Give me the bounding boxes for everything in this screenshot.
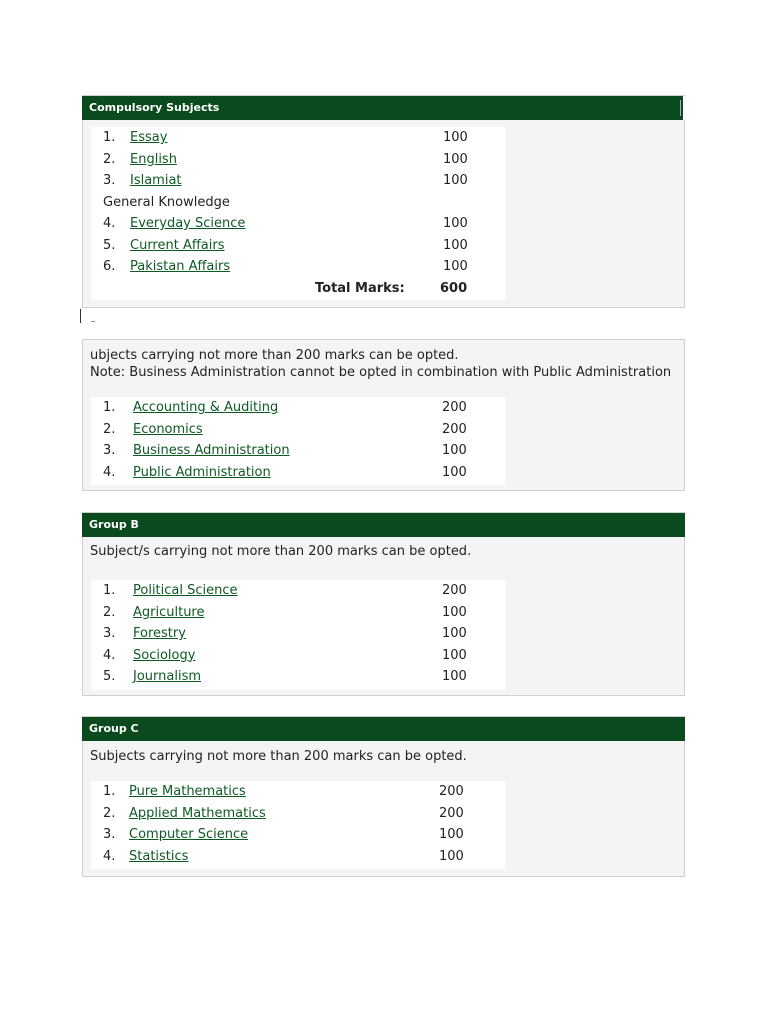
- item-number: 3.: [103, 443, 116, 458]
- item-number: 1.: [103, 583, 116, 598]
- subject-link-islamiat[interactable]: Islamiat: [130, 173, 182, 188]
- list-item: [91, 824, 505, 846]
- item-number: 1.: [103, 784, 116, 799]
- group-c-list: [91, 781, 505, 869]
- subject-marks: 200: [439, 784, 464, 799]
- item-number: 2.: [103, 604, 116, 620]
- list-item: [91, 149, 505, 171]
- subject-marks: 100: [442, 604, 467, 620]
- item-number: 3.: [103, 173, 116, 188]
- list-item: [91, 645, 505, 667]
- compulsory-subjects-header: Compulsory Subjects: [82, 96, 685, 120]
- list-item: [91, 846, 505, 868]
- total-marks-value: 600: [440, 280, 468, 296]
- subject-marks: 100: [442, 443, 467, 458]
- subject-link-economics[interactable]: Economics: [133, 421, 203, 437]
- group-a-list: [91, 397, 505, 485]
- total-row: [91, 278, 505, 300]
- list-item: [91, 580, 505, 602]
- subject-link-political-science[interactable]: Political Science: [133, 583, 238, 598]
- list-item: [91, 256, 505, 278]
- subject-marks: 100: [443, 216, 468, 231]
- subject-link-essay[interactable]: Essay: [130, 130, 168, 145]
- item-number: 5.: [103, 669, 116, 684]
- list-item: [91, 623, 505, 645]
- subject-link-current-affairs[interactable]: Current Affairs: [130, 237, 225, 253]
- item-number: 2.: [103, 805, 116, 821]
- group-a-panel: [82, 339, 685, 491]
- list-item: [91, 419, 505, 441]
- item-number: 2.: [103, 421, 116, 437]
- subject-marks: 200: [442, 400, 467, 415]
- group-b-list: [91, 580, 505, 690]
- list-item: [91, 781, 505, 803]
- item-number: 1.: [103, 400, 116, 415]
- subject-link-computer-science[interactable]: Computer Science: [129, 827, 249, 842]
- list-item: [91, 666, 505, 688]
- subject-marks: 200: [442, 421, 467, 437]
- item-number: 3.: [103, 626, 116, 641]
- subject-link-business-administration[interactable]: Business Administration: [133, 443, 290, 458]
- list-item: [91, 192, 505, 214]
- group-b-panel: [82, 512, 685, 696]
- item-number: 3.: [103, 827, 116, 842]
- subject-marks: 100: [442, 647, 467, 663]
- group-b-note: Subject/s carrying not more than 200 marks can be opted.: [90, 544, 472, 559]
- subject-marks: 100: [442, 669, 467, 684]
- item-number: 5.: [103, 237, 116, 253]
- list-item: [91, 397, 505, 419]
- subject-marks: 100: [439, 848, 464, 864]
- subject-marks: 100: [439, 827, 464, 842]
- list-item: [91, 235, 505, 257]
- subject-marks: 100: [443, 237, 468, 253]
- item-number: 6.: [103, 259, 116, 274]
- subject-link-public-administration[interactable]: Public Administration: [133, 464, 271, 480]
- text-cursor: [80, 309, 81, 323]
- list-item: [91, 213, 505, 235]
- list-item: [91, 602, 505, 624]
- subject-link-english[interactable]: English: [130, 151, 177, 167]
- list-item: [91, 170, 505, 192]
- subject-link-journalism[interactable]: Journalism: [133, 669, 202, 684]
- list-item: [91, 127, 505, 149]
- compulsory-subjects-panel: [82, 95, 685, 308]
- subject-link-accounting-auditing[interactable]: Accounting & Auditing: [133, 400, 279, 415]
- group-c-panel: [82, 716, 685, 877]
- subject-marks: 100: [443, 173, 468, 188]
- subject-marks: 100: [442, 626, 467, 641]
- group-b-header: Group B: [82, 513, 685, 537]
- item-number: 4.: [103, 464, 116, 480]
- list-item: [91, 803, 505, 825]
- group-a-restriction-note: Note: Business Administration cannot be opted in combination with Public Administration: [90, 365, 672, 380]
- group-c-note: Subjects carrying not more than 200 marks can be opted.: [90, 749, 467, 764]
- group-a-note: ubjects carrying not more than 200 marks can be opted.: [90, 348, 459, 363]
- total-marks-label: Total Marks:: [315, 280, 405, 296]
- list-item: [91, 440, 505, 462]
- item-number: 4.: [103, 216, 116, 231]
- subject-link-pakistan-affairs[interactable]: Pakistan Affairs: [130, 259, 231, 274]
- item-number: 1.: [103, 130, 116, 145]
- subject-link-forestry[interactable]: Forestry: [133, 626, 186, 641]
- item-number: 4.: [103, 848, 116, 864]
- subject-link-agriculture[interactable]: Agriculture: [133, 604, 205, 620]
- list-item: [91, 462, 505, 484]
- dash-mark: [91, 321, 95, 322]
- subject-marks: 100: [442, 464, 467, 480]
- subject-link-pure-mathematics[interactable]: Pure Mathematics: [129, 784, 246, 799]
- group-c-header: Group C: [82, 717, 685, 741]
- item-number: 4.: [103, 647, 116, 663]
- subject-marks: 200: [442, 583, 467, 598]
- subject-link-statistics[interactable]: Statistics: [129, 848, 189, 864]
- subject-marks: 100: [443, 130, 468, 145]
- subject-marks: 100: [443, 151, 468, 167]
- compulsory-subjects-list: [91, 127, 505, 300]
- item-number: 2.: [103, 151, 116, 167]
- subject-link-applied-mathematics[interactable]: Applied Mathematics: [129, 805, 266, 821]
- subject-link-sociology[interactable]: Sociology: [133, 647, 196, 663]
- subject-marks: 200: [439, 805, 464, 821]
- general-knowledge-label: General Knowledge: [103, 194, 230, 210]
- subject-link-everyday-science[interactable]: Everyday Science: [130, 216, 246, 231]
- subject-marks: 100: [443, 259, 468, 274]
